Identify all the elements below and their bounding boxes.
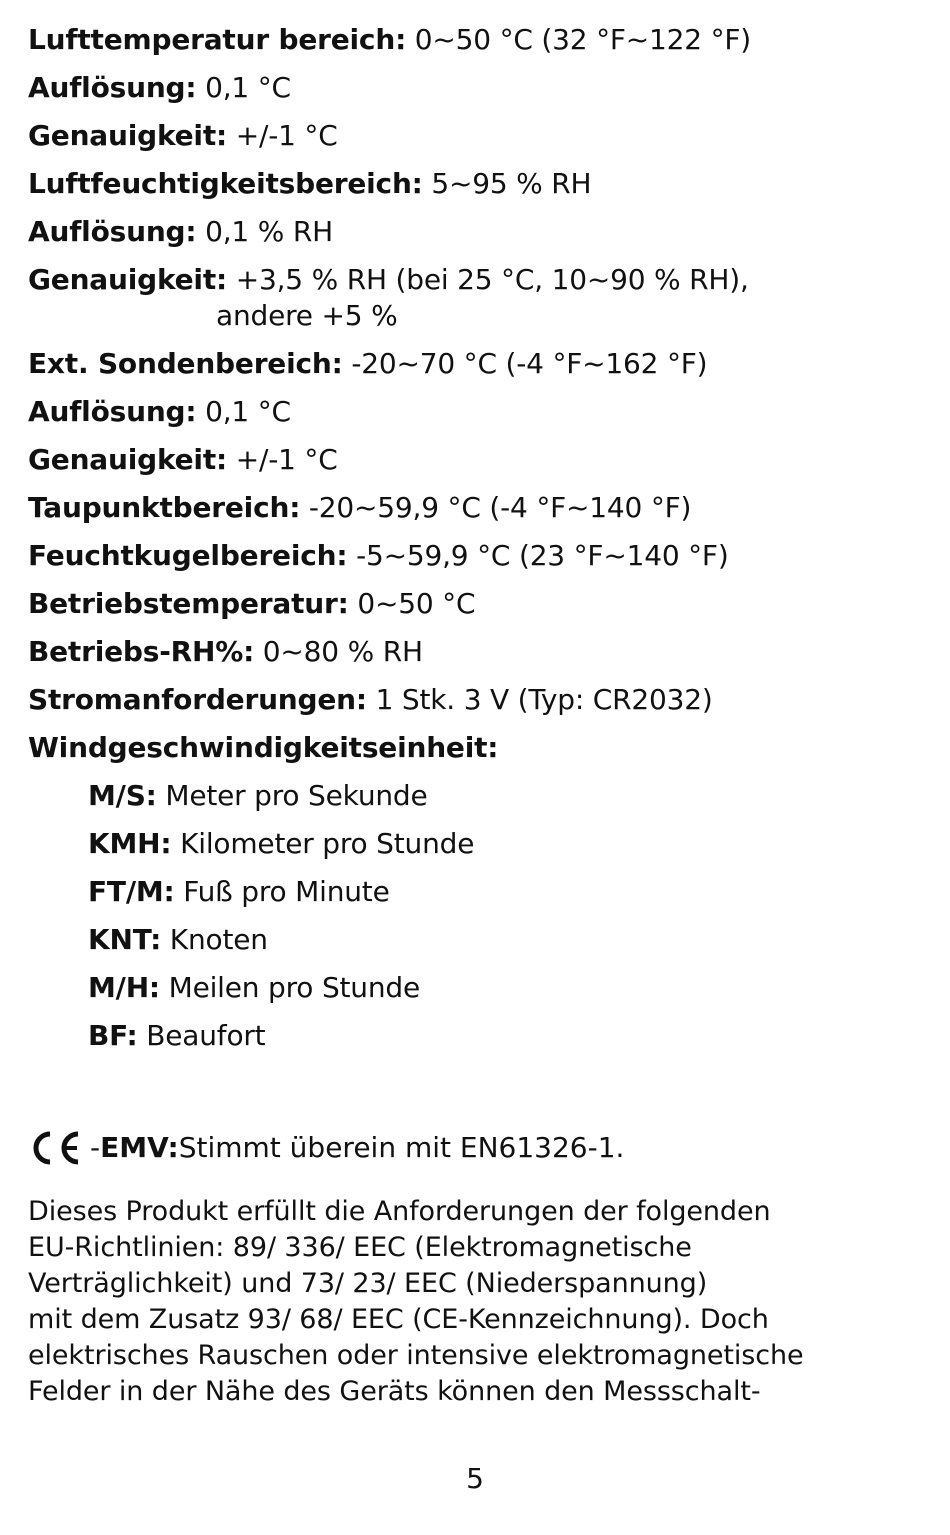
wind-unit-label: KMH: bbox=[88, 827, 172, 860]
paragraph-line: Dieses Produkt erfüllt die Anforderungen der folgenden bbox=[28, 1196, 771, 1227]
spec-value: -20~59,9 °C (-4 °F~140 °F) bbox=[300, 491, 692, 524]
emv-text: Stimmt überein mit EN61326-1. bbox=[178, 1131, 625, 1164]
spec-label: Genauigkeit: bbox=[28, 263, 228, 296]
spec-value: 0,1 °C bbox=[196, 71, 291, 104]
spec-label: Betriebs-RH%: bbox=[28, 635, 255, 668]
spec-probe-resolution bbox=[28, 394, 928, 442]
wind-unit-bf bbox=[28, 1018, 928, 1066]
spec-air-temp-resolution bbox=[28, 70, 928, 118]
wind-unit-label: M/H: bbox=[88, 971, 160, 1004]
spec-humidity-accuracy bbox=[28, 262, 928, 346]
spec-value: +3,5 % RH (bei 25 °C, 10~90 % RH), bbox=[227, 263, 749, 296]
ce-mark-icon bbox=[28, 1130, 84, 1166]
spec-label: Auflösung: bbox=[28, 71, 197, 104]
wind-unit-value: Kilometer pro Stunde bbox=[171, 827, 475, 860]
wind-unit-value: Meilen pro Stunde bbox=[159, 971, 420, 1004]
spec-probe-accuracy bbox=[28, 442, 928, 490]
spec-value-continuation: andere +5 % bbox=[216, 299, 398, 332]
wind-unit-heading-label: Windgeschwindigkeitseinheit: bbox=[28, 731, 499, 764]
spec-label: Auflösung: bbox=[28, 395, 197, 428]
wind-unit-kmh bbox=[28, 826, 928, 874]
spec-value: +/-1 °C bbox=[227, 119, 338, 152]
wind-unit-value: Beaufort bbox=[137, 1019, 266, 1052]
spec-power-requirements bbox=[28, 682, 928, 730]
spec-value: 0,1 °C bbox=[196, 395, 291, 428]
spec-dew-point-range bbox=[28, 490, 928, 538]
spec-label: Genauigkeit: bbox=[28, 443, 228, 476]
wind-unit-value: Knoten bbox=[161, 923, 268, 956]
spec-humidity-resolution bbox=[28, 214, 928, 262]
spec-value: -5~59,9 °C (23 °F~140 °F) bbox=[347, 539, 729, 572]
spec-wet-bulb-range bbox=[28, 538, 928, 586]
spec-label: Lufttemperatur bereich: bbox=[28, 23, 407, 56]
spec-value: 5~95 % RH bbox=[422, 167, 592, 200]
paragraph-line: EU-Richtlinien: 89/ 336/ EEC (Elektromagnetische bbox=[28, 1232, 692, 1263]
wind-unit-list bbox=[28, 778, 928, 1066]
wind-unit-label: BF: bbox=[88, 1019, 138, 1052]
wind-unit-knt bbox=[28, 922, 928, 970]
spec-page bbox=[28, 22, 928, 1407]
compliance-paragraph bbox=[28, 1194, 928, 1410]
emv-dash: - bbox=[90, 1131, 101, 1164]
spec-value: 0~50 °C bbox=[348, 587, 476, 620]
spec-value: 0~50 °C (32 °F~122 °F) bbox=[406, 23, 752, 56]
spec-value: 0~80 % RH bbox=[254, 635, 423, 668]
spec-probe-range bbox=[28, 346, 928, 394]
wind-unit-label: KNT: bbox=[88, 923, 162, 956]
spec-label: Luftfeuchtigkeitsbereich: bbox=[28, 167, 423, 200]
wind-unit-label: FT/M: bbox=[88, 875, 175, 908]
spec-label: Feuchtkugelbereich: bbox=[28, 539, 348, 572]
spec-value: 1 Stk. 3 V (Typ: CR2032) bbox=[366, 683, 713, 716]
spec-operating-temp bbox=[28, 586, 928, 634]
spec-label: Taupunktbereich: bbox=[28, 491, 301, 524]
page-number: 5 bbox=[466, 1462, 484, 1495]
spec-label: Betriebstemperatur: bbox=[28, 587, 349, 620]
wind-unit-heading bbox=[28, 730, 928, 778]
emv-label: EMV: bbox=[100, 1131, 179, 1164]
spec-label: Stromanforderungen: bbox=[28, 683, 367, 716]
wind-unit-value: Fuß pro Minute bbox=[174, 875, 390, 908]
paragraph-line: Felder in der Nähe des Geräts können den Messschalt- bbox=[28, 1376, 761, 1407]
spec-air-temp-accuracy bbox=[28, 118, 928, 166]
spec-label: Genauigkeit: bbox=[28, 119, 228, 152]
spec-label: Auflösung: bbox=[28, 215, 197, 248]
wind-unit-ms bbox=[28, 778, 928, 826]
spec-humidity-range bbox=[28, 166, 928, 214]
wind-unit-label: M/S: bbox=[88, 779, 157, 812]
paragraph-line: mit dem Zusatz 93/ 68/ EEC (CE-Kennzeichnung). Doch bbox=[28, 1304, 769, 1335]
spec-air-temp-range bbox=[28, 22, 928, 70]
wind-unit-mh bbox=[28, 970, 928, 1018]
spec-list bbox=[28, 22, 928, 778]
spec-value: +/-1 °C bbox=[227, 443, 338, 476]
emv-statement bbox=[28, 1130, 624, 1166]
spec-label: Ext. Sondenbereich: bbox=[28, 347, 343, 380]
wind-unit-ftm bbox=[28, 874, 928, 922]
spec-value: 0,1 % RH bbox=[196, 215, 333, 248]
wind-unit-value: Meter pro Sekunde bbox=[156, 779, 428, 812]
spec-value: -20~70 °C (-4 °F~162 °F) bbox=[342, 347, 708, 380]
paragraph-line: elektrisches Rauschen oder intensive elektromagnetische bbox=[28, 1340, 804, 1371]
paragraph-line: Verträglichkeit) und 73/ 23/ EEC (Niederspannung) bbox=[28, 1268, 708, 1299]
spec-operating-rh bbox=[28, 634, 928, 682]
